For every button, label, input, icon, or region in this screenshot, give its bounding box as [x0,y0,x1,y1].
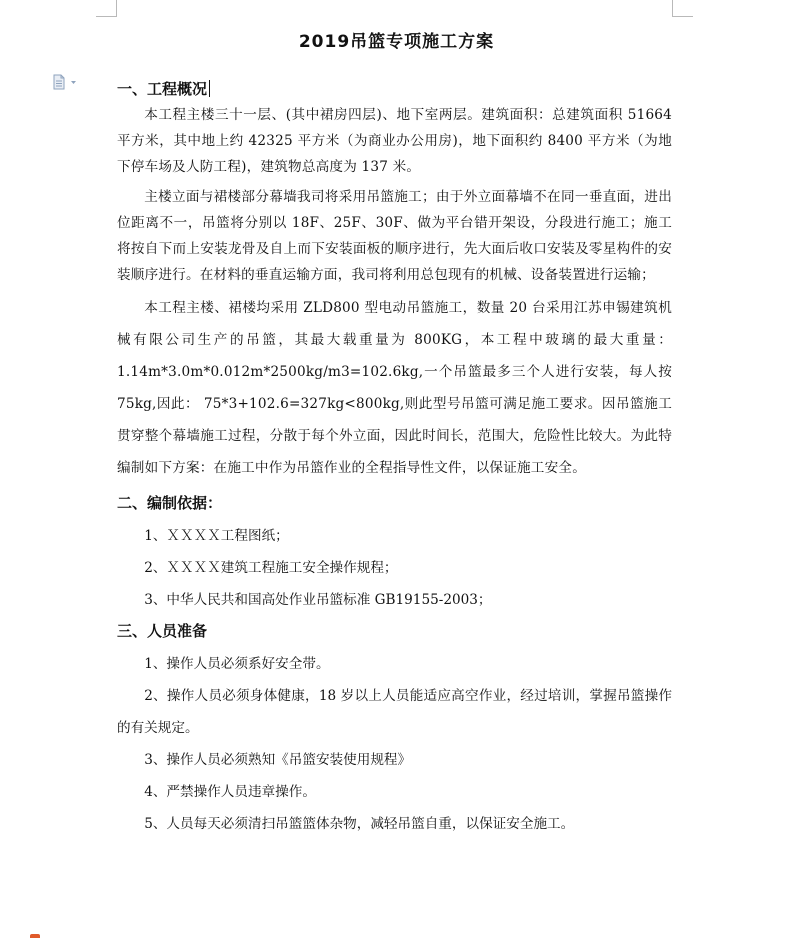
list-item: 4、严禁操作人员违章操作。 [144,784,316,800]
list-item: 2、操作人员必须身体健康，18 岁以上人员能适应高空作业，经过培训，掌握吊篮操作的有关规定。 [117,688,672,736]
list-item: 1、ＸＸＸＸ工程图纸； [144,528,289,544]
section-heading-personnel: 三、人员准备 [117,622,208,640]
overview-paragraph-2: 主楼立面与裙楼部分幕墙我司将采用吊篮施工；由于外立面幕墙不在同一垂直面，进出位距离不一，吊篮将分别以 18F、25F、30F、做为平台错开架设，分段进行施工；施工将按自下而上安装龙骨及自上而下安装面板的顺序进行，先大面后收口安装及零星构件的安装顺序进行。在材料的垂直运输方面，我司将利用总包现有的机械、设备装置进行运输； [117,189,672,283]
overview-paragraph-1: 本工程主楼三十一层、(其中裙房四层)、地下室两层。建筑面积：总建筑面积 51664 平方米，其中地上约 42325 平方米（为商业办公用房)，地下面积约 8400 平方米（为地下停车场及人防工程)，建筑物总高度为 137 米。 [117,107,672,175]
section-heading-overview: 一、工程概况 [117,78,672,100]
list-item: 3、操作人员必须熟知《吊篮安装使用规程》 [144,752,412,768]
document-title: 2019吊篮专项施工方案 [298,32,495,52]
section-heading-basis: 二、编制依据： [117,494,223,512]
page-corner-top-right [672,0,693,17]
document-body [117,78,672,840]
list-item: 1、操作人员必须系好安全带。 [144,656,330,672]
list-item: 5、人员每天必须清扫吊篮篮体杂物，减轻吊篮自重，以保证安全施工。 [144,816,575,832]
page-corner-top-left [96,0,117,17]
overview-paragraph-3: 本工程主楼、裙楼均采用 ZLD800 型电动吊篮施工，数量 20 台采用江苏申锡建筑机械有限公司生产的吊篮，其最大载重量为 800KG，本工程中玻璃的最大重量：1.14m*3.0m*0.012m*2500kg/m3=102.6kg,一个吊篮最多三个人进行安装，每人按 75kg,因此： 75*3+102.6=327kg<800kg,则此型号吊篮可满足施工要求。因吊篮施工贯穿整个幕墙施工过程，分散于每个外立面，因此时间长，范围大，危险性比较大。为此特编制如下方案：在施工中作为吊篮作业的全程指导性文件，以保证施工安全。 [117,300,672,476]
list-item: 2、ＸＸＸＸ建筑工程施工安全操作规程； [144,560,398,576]
text-cursor [209,80,210,97]
list-item: 3、中华人民共和国高处作业吊篮标准 GB19155-2003； [144,592,492,608]
document-icon[interactable] [52,74,80,90]
page-edge-mark [30,934,40,938]
